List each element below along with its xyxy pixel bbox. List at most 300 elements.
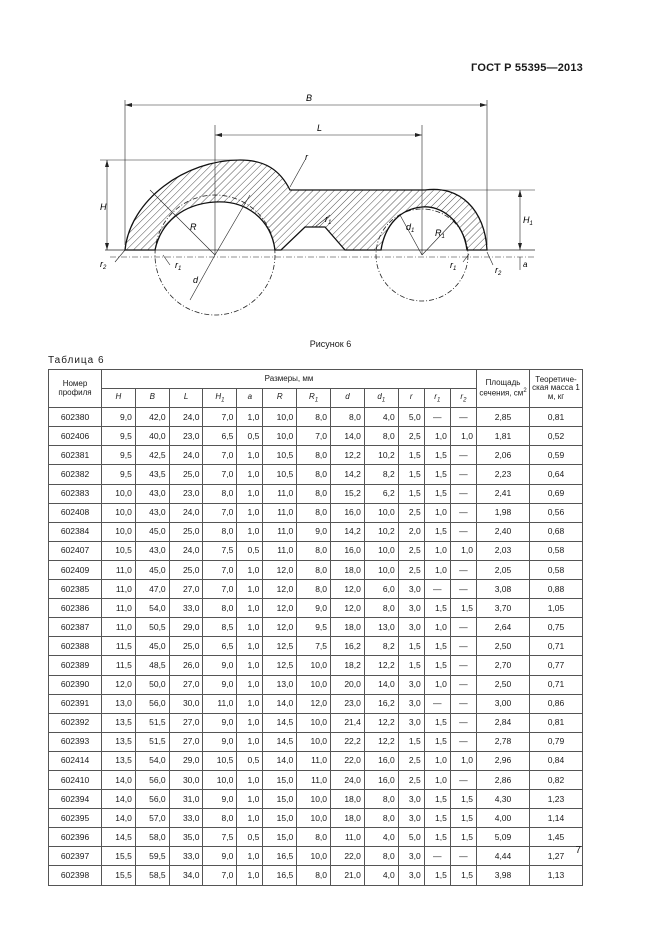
value-cell: 8,0 (297, 408, 331, 427)
value-cell: 9,0 (203, 656, 237, 675)
value-cell: 25,0 (169, 637, 203, 656)
value-cell: 5,09 (477, 828, 530, 847)
value-cell: 2,5 (398, 560, 424, 579)
value-cell: 1,0 (237, 866, 263, 885)
value-cell: 4,30 (477, 790, 530, 809)
table-row (49, 446, 583, 465)
value-cell: — (450, 770, 476, 789)
value-cell: 1,0 (450, 541, 476, 560)
value-cell: 9,5 (102, 465, 136, 484)
value-cell: 10,0 (297, 809, 331, 828)
value-cell: 16,2 (364, 694, 398, 713)
header-col: $H_1$ (203, 389, 237, 408)
value-cell: 51,5 (135, 732, 169, 751)
value-cell: 10,2 (364, 522, 398, 541)
value-cell: 11,5 (102, 637, 136, 656)
table-row (49, 828, 583, 847)
profile-number-cell: 602383 (49, 484, 102, 503)
value-cell: 30,0 (169, 694, 203, 713)
profile-number-cell: 602390 (49, 675, 102, 694)
value-cell: 4,44 (477, 847, 530, 866)
value-cell: 10,0 (297, 675, 331, 694)
value-cell: 10,0 (297, 656, 331, 675)
value-cell: 0,71 (530, 675, 583, 694)
value-cell: 0,58 (530, 560, 583, 579)
value-cell: 24,0 (169, 541, 203, 560)
value-cell: 45,0 (135, 637, 169, 656)
profile-number-cell: 602395 (49, 809, 102, 828)
value-cell: 10,5 (263, 446, 297, 465)
value-cell: 2,78 (477, 732, 530, 751)
value-cell: 1,5 (424, 446, 450, 465)
value-cell: 2,05 (477, 560, 530, 579)
value-cell: 15,5 (102, 847, 136, 866)
value-cell: 1,0 (237, 847, 263, 866)
value-cell: 10,5 (263, 465, 297, 484)
table-row (49, 770, 583, 789)
value-cell: 12,5 (263, 656, 297, 675)
value-cell: 12,2 (364, 732, 398, 751)
value-cell: 43,0 (135, 541, 169, 560)
value-cell: 1,0 (237, 618, 263, 637)
label-R: R (190, 222, 197, 232)
value-cell: 1,5 (450, 790, 476, 809)
value-cell: 2,84 (477, 713, 530, 732)
value-cell: 14,0 (263, 694, 297, 713)
value-cell: 7,0 (203, 465, 237, 484)
value-cell: 33,0 (169, 809, 203, 828)
value-cell: 0,58 (530, 541, 583, 560)
value-cell: 8,0 (364, 847, 398, 866)
value-cell: 3,0 (398, 809, 424, 828)
label-H: H (100, 202, 107, 212)
value-cell: 12,0 (331, 599, 365, 618)
value-cell: 8,0 (203, 809, 237, 828)
value-cell: 12,0 (263, 599, 297, 618)
value-cell: 25,0 (169, 560, 203, 579)
value-cell: 2,23 (477, 465, 530, 484)
value-cell: 2,5 (398, 503, 424, 522)
value-cell: 3,0 (398, 790, 424, 809)
value-cell: 1,0 (237, 580, 263, 599)
value-cell: 9,0 (203, 732, 237, 751)
value-cell: 25,0 (169, 465, 203, 484)
value-cell: 1,0 (237, 446, 263, 465)
value-cell: 2,5 (398, 541, 424, 560)
value-cell: 4,0 (364, 408, 398, 427)
value-cell: 0,75 (530, 618, 583, 637)
value-cell: 8,2 (364, 465, 398, 484)
value-cell: 30,0 (169, 770, 203, 789)
value-cell: 8,0 (364, 790, 398, 809)
value-cell: 34,0 (169, 866, 203, 885)
label-r2-left: $r_2$ (100, 259, 107, 271)
value-cell: 1,05 (530, 599, 583, 618)
value-cell: 10,0 (263, 408, 297, 427)
value-cell: 10,0 (102, 503, 136, 522)
value-cell: 18,0 (331, 560, 365, 579)
value-cell: 10,0 (297, 790, 331, 809)
profile-number-cell: 602397 (49, 847, 102, 866)
value-cell: 16,2 (331, 637, 365, 656)
profile-number-cell: 602388 (49, 637, 102, 656)
value-cell: 0,59 (530, 446, 583, 465)
label-r1-right: $r_1$ (450, 260, 457, 272)
value-cell: 0,5 (237, 828, 263, 847)
value-cell: 27,0 (169, 713, 203, 732)
value-cell: 24,0 (169, 408, 203, 427)
value-cell: 2,06 (477, 446, 530, 465)
value-cell: 14,2 (331, 522, 365, 541)
value-cell: 14,2 (331, 465, 365, 484)
value-cell: 43,0 (135, 503, 169, 522)
value-cell: 12,0 (102, 675, 136, 694)
value-cell: 2,5 (398, 751, 424, 770)
table-row (49, 790, 583, 809)
value-cell: 0,5 (237, 541, 263, 560)
value-cell: 1,23 (530, 790, 583, 809)
value-cell: 15,5 (102, 866, 136, 885)
value-cell: 13,0 (102, 694, 136, 713)
value-cell: 8,5 (203, 618, 237, 637)
value-cell: 27,0 (169, 732, 203, 751)
value-cell: 0,5 (237, 751, 263, 770)
value-cell: — (450, 465, 476, 484)
value-cell: 1,5 (398, 484, 424, 503)
value-cell: 1,13 (530, 866, 583, 885)
value-cell: 1,5 (398, 656, 424, 675)
value-cell: 0,5 (237, 427, 263, 446)
label-d1: $d_1$ (406, 222, 415, 234)
label-r2-right: $r_2$ (495, 265, 502, 277)
value-cell: 15,0 (263, 809, 297, 828)
header-col: B (135, 389, 169, 408)
value-cell: 7,0 (203, 866, 237, 885)
value-cell: 10,0 (364, 503, 398, 522)
table-row (49, 713, 583, 732)
table-row (49, 694, 583, 713)
table-caption: Таблица 6 (48, 355, 105, 366)
table-row (49, 866, 583, 885)
value-cell: — (424, 847, 450, 866)
value-cell: 2,40 (477, 522, 530, 541)
value-cell: 5,0 (398, 828, 424, 847)
value-cell: 8,0 (297, 503, 331, 522)
profile-number-cell: 602393 (49, 732, 102, 751)
value-cell: 27,0 (169, 580, 203, 599)
value-cell: 1,5 (450, 809, 476, 828)
standard-header: ГОСТ Р 55395—2013 (471, 62, 583, 74)
table-row (49, 618, 583, 637)
value-cell: 9,0 (203, 790, 237, 809)
value-cell: 0,68 (530, 522, 583, 541)
value-cell: — (450, 618, 476, 637)
value-cell: 1,0 (237, 809, 263, 828)
header-col: $d_1$ (364, 389, 398, 408)
value-cell: 0,81 (530, 713, 583, 732)
table-row (49, 465, 583, 484)
value-cell: 1,0 (237, 637, 263, 656)
value-cell: 0,64 (530, 465, 583, 484)
value-cell: 24,0 (169, 503, 203, 522)
profile-number-cell: 602392 (49, 713, 102, 732)
value-cell: 58,0 (135, 828, 169, 847)
value-cell: 7,0 (297, 427, 331, 446)
value-cell: 6,5 (203, 427, 237, 446)
value-cell: 1,81 (477, 427, 530, 446)
value-cell: 10,0 (263, 427, 297, 446)
value-cell: 2,50 (477, 675, 530, 694)
label-a: a (523, 260, 528, 269)
value-cell: — (450, 484, 476, 503)
value-cell: 14,0 (102, 790, 136, 809)
value-cell: 4,0 (364, 866, 398, 885)
value-cell: 3,98 (477, 866, 530, 885)
value-cell: 1,0 (237, 484, 263, 503)
value-cell: 0,77 (530, 656, 583, 675)
value-cell: 20,0 (331, 675, 365, 694)
value-cell: 1,5 (398, 637, 424, 656)
value-cell: 31,0 (169, 790, 203, 809)
value-cell: 11,0 (263, 503, 297, 522)
value-cell: — (450, 408, 476, 427)
value-cell: 2,85 (477, 408, 530, 427)
header-col: $r_2$ (450, 389, 476, 408)
value-cell: 3,0 (398, 713, 424, 732)
value-cell: 12,0 (263, 560, 297, 579)
value-cell: 1,5 (424, 656, 450, 675)
value-cell: 10,5 (102, 541, 136, 560)
value-cell: 15,0 (263, 828, 297, 847)
value-cell: 18,2 (331, 656, 365, 675)
value-cell: 42,0 (135, 408, 169, 427)
value-cell: 1,45 (530, 828, 583, 847)
value-cell: 1,0 (424, 751, 450, 770)
value-cell: 12,0 (331, 580, 365, 599)
value-cell: 2,03 (477, 541, 530, 560)
value-cell: 1,5 (424, 465, 450, 484)
value-cell: 47,0 (135, 580, 169, 599)
value-cell: 8,0 (297, 446, 331, 465)
value-cell: 8,0 (297, 465, 331, 484)
table-row (49, 732, 583, 751)
value-cell: 6,0 (364, 580, 398, 599)
value-cell: 33,0 (169, 599, 203, 618)
value-cell: 10,0 (102, 484, 136, 503)
value-cell: 1,0 (424, 770, 450, 789)
figure-caption: Рисунок 6 (309, 339, 352, 349)
profile-dimensions-table (48, 369, 583, 886)
value-cell: 9,5 (102, 446, 136, 465)
value-cell: 12,2 (364, 713, 398, 732)
value-cell: 18,0 (331, 790, 365, 809)
value-cell: 3,08 (477, 580, 530, 599)
value-cell: — (424, 580, 450, 599)
value-cell: 9,0 (203, 675, 237, 694)
value-cell: 18,0 (331, 809, 365, 828)
value-cell: 0,52 (530, 427, 583, 446)
value-cell: 1,5 (450, 866, 476, 885)
value-cell: 13,5 (102, 732, 136, 751)
value-cell: 0,69 (530, 484, 583, 503)
value-cell: 11,0 (263, 522, 297, 541)
value-cell: — (424, 694, 450, 713)
profile-number-cell: 602394 (49, 790, 102, 809)
value-cell: 7,0 (203, 580, 237, 599)
value-cell: 56,0 (135, 694, 169, 713)
value-cell: 22,0 (331, 847, 365, 866)
label-d: d (193, 275, 199, 285)
value-cell: 1,98 (477, 503, 530, 522)
header-col: $R_1$ (297, 389, 331, 408)
value-cell: 15,0 (263, 770, 297, 789)
value-cell: 59,5 (135, 847, 169, 866)
value-cell: 1,5 (424, 713, 450, 732)
label-B: B (306, 93, 313, 103)
value-cell: 7,5 (203, 828, 237, 847)
value-cell: 2,0 (398, 522, 424, 541)
value-cell: 1,0 (237, 599, 263, 618)
value-cell: 2,64 (477, 618, 530, 637)
value-cell: 6,2 (364, 484, 398, 503)
value-cell: 3,0 (398, 694, 424, 713)
value-cell: 8,0 (297, 560, 331, 579)
value-cell: 25,0 (169, 522, 203, 541)
table-row (49, 847, 583, 866)
value-cell: 13,5 (102, 751, 136, 770)
value-cell: 24,0 (331, 770, 365, 789)
value-cell: 2,50 (477, 637, 530, 656)
value-cell: 14,5 (263, 732, 297, 751)
value-cell: 9,0 (297, 522, 331, 541)
value-cell: 14,0 (364, 675, 398, 694)
value-cell: 12,0 (297, 694, 331, 713)
label-r-top: r (305, 152, 308, 162)
value-cell: 2,5 (398, 770, 424, 789)
value-cell: 7,0 (203, 503, 237, 522)
value-cell: 11,0 (263, 541, 297, 560)
value-cell: 8,0 (297, 580, 331, 599)
profile-number-cell: 602406 (49, 427, 102, 446)
value-cell: 15,0 (263, 790, 297, 809)
value-cell: 1,0 (424, 618, 450, 637)
table-row (49, 503, 583, 522)
profile-number-cell: 602398 (49, 866, 102, 885)
value-cell: 42,5 (135, 446, 169, 465)
value-cell: 18,0 (331, 618, 365, 637)
value-cell: 12,0 (263, 618, 297, 637)
value-cell: 1,0 (237, 560, 263, 579)
value-cell: 23,0 (331, 694, 365, 713)
header-col: H (102, 389, 136, 408)
value-cell: 14,0 (331, 427, 365, 446)
value-cell: 0,82 (530, 770, 583, 789)
value-cell: 11,0 (102, 599, 136, 618)
page-number: 7 (575, 845, 581, 856)
table-row (49, 809, 583, 828)
value-cell: 1,0 (237, 770, 263, 789)
value-cell: 12,2 (331, 446, 365, 465)
value-cell: 10,0 (297, 732, 331, 751)
header-col: L (169, 389, 203, 408)
table-row (49, 541, 583, 560)
value-cell: 14,5 (263, 713, 297, 732)
value-cell: 56,0 (135, 770, 169, 789)
value-cell: 0,71 (530, 637, 583, 656)
value-cell: 8,0 (364, 427, 398, 446)
value-cell: 48,5 (135, 656, 169, 675)
value-cell: 5,0 (398, 408, 424, 427)
value-cell: 1,5 (424, 732, 450, 751)
value-cell: 16,0 (364, 751, 398, 770)
value-cell: 3,00 (477, 694, 530, 713)
header-mass: Теоретиче-ская масса 1 м, кг (530, 370, 583, 408)
profile-number-cell: 602410 (49, 770, 102, 789)
value-cell: 3,0 (398, 580, 424, 599)
profile-number-cell: 602380 (49, 408, 102, 427)
value-cell: 22,2 (331, 732, 365, 751)
profile-number-cell: 602408 (49, 503, 102, 522)
value-cell: 16,0 (331, 541, 365, 560)
value-cell: — (424, 408, 450, 427)
value-cell: 11,0 (102, 618, 136, 637)
value-cell: 14,0 (263, 751, 297, 770)
profile-number-cell: 602396 (49, 828, 102, 847)
table-row (49, 484, 583, 503)
value-cell: 0,84 (530, 751, 583, 770)
value-cell: 23,0 (169, 427, 203, 446)
value-cell: 16,0 (331, 503, 365, 522)
value-cell: 40,0 (135, 427, 169, 446)
label-R1: $R_1$ (435, 228, 445, 240)
value-cell: 11,0 (331, 828, 365, 847)
value-cell: 1,5 (424, 484, 450, 503)
value-cell: 1,0 (424, 560, 450, 579)
table-row (49, 656, 583, 675)
value-cell: 1,5 (398, 465, 424, 484)
value-cell: 1,0 (237, 522, 263, 541)
value-cell: 8,0 (364, 809, 398, 828)
table-row (49, 637, 583, 656)
value-cell: 7,0 (203, 446, 237, 465)
value-cell: 50,0 (135, 675, 169, 694)
value-cell: 21,0 (331, 866, 365, 885)
value-cell: 8,0 (297, 866, 331, 885)
value-cell: 8,0 (297, 541, 331, 560)
value-cell: 11,0 (102, 580, 136, 599)
value-cell: 8,0 (203, 599, 237, 618)
value-cell: 57,0 (135, 809, 169, 828)
value-cell: 43,5 (135, 465, 169, 484)
profile-number-cell: 602389 (49, 656, 102, 675)
value-cell: 9,0 (102, 408, 136, 427)
value-cell: — (450, 503, 476, 522)
value-cell: 2,41 (477, 484, 530, 503)
value-cell: 15,2 (331, 484, 365, 503)
value-cell: 1,5 (424, 637, 450, 656)
profile-number-cell: 602386 (49, 599, 102, 618)
value-cell: 1,27 (530, 847, 583, 866)
value-cell: 1,5 (450, 828, 476, 847)
table-row (49, 427, 583, 446)
value-cell: 1,0 (237, 503, 263, 522)
value-cell: 11,5 (102, 656, 136, 675)
value-cell: 50,5 (135, 618, 169, 637)
header-col: d (331, 389, 365, 408)
value-cell: 23,0 (169, 484, 203, 503)
table-row (49, 751, 583, 770)
value-cell: 27,0 (169, 675, 203, 694)
